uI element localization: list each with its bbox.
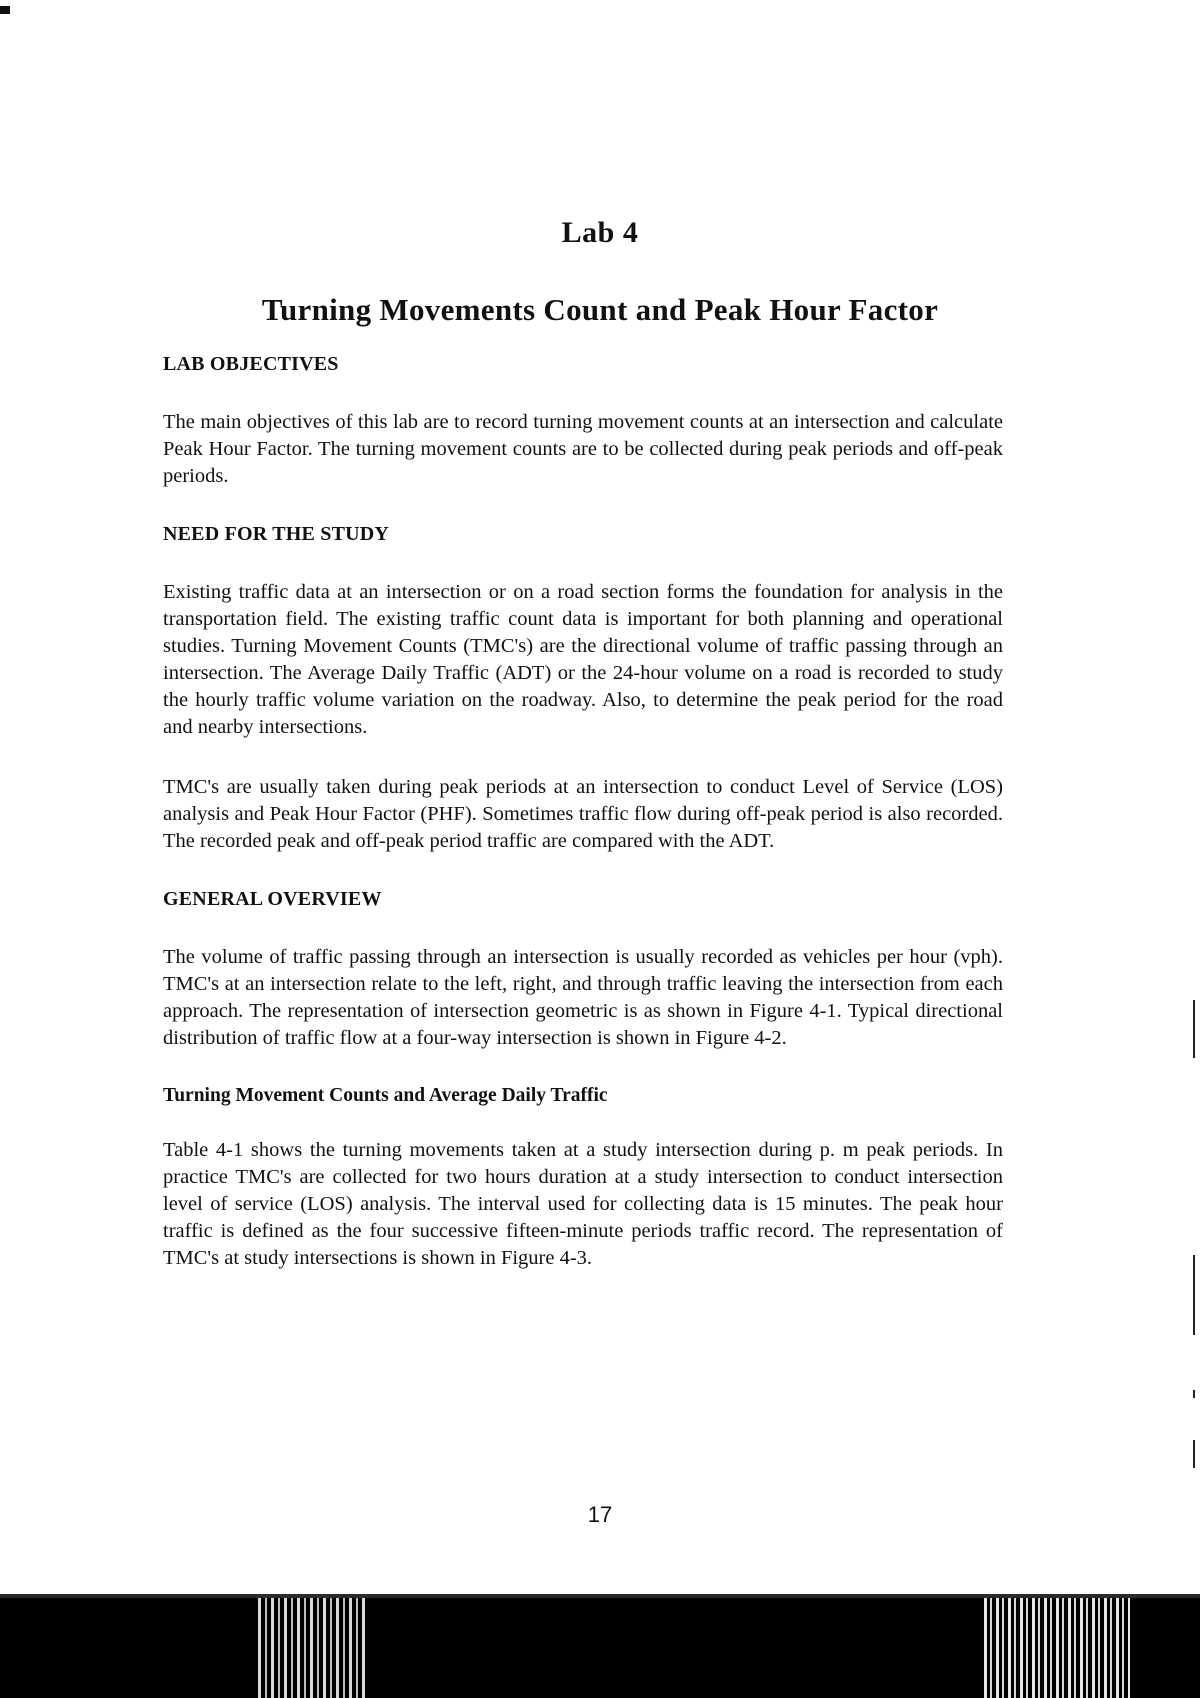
- scan-margin-mark: [1193, 1000, 1195, 1058]
- tmc-adt-heading: Turning Movement Counts and Average Daily Traffic: [163, 1085, 608, 1106]
- document-body: [163, 353, 1003, 1305]
- objectives-paragraph: The main objectives of this lab are to record turning movement counts at an intersection and calculate Peak Hour Factor. The turning movement counts are to be collected during peak periods and off-peak periods.: [163, 411, 1003, 487]
- objectives-heading: LAB OBJECTIVES: [163, 353, 339, 375]
- scan-artifact-right: [980, 1598, 1130, 1698]
- need-heading: NEED FOR THE STUDY: [163, 523, 390, 545]
- lab-title: Turning Movements Count and Peak Hour Factor: [261, 292, 939, 327]
- scan-margin-mark: [1193, 1390, 1195, 1398]
- tmc-adt-paragraph: Table 4-1 shows the turning movements taken at a study intersection during p. m peak periods. In practice TMC's are collected for two hours duration at a study intersection to conduct intersection level of service (LOS) analysis. The interval used for collecting data is 15 minutes. The peak hour traffic is defined as the four successive fifteen-minute periods traffic record. The representation of TMC's at study intersections is shown in Figure 4-3.: [163, 1139, 1003, 1269]
- scan-artifact-left: [258, 1598, 368, 1698]
- scan-margin-mark: [1193, 1440, 1195, 1468]
- need-paragraph-2: TMC's are usually taken during peak periods at an intersection to conduct Level of Service (LOS) analysis and Peak Hour Factor (PHF). Sometimes traffic flow during off-peak period is also recorded. The recorded peak and off-peak period traffic are compared with the ADT.: [163, 776, 1003, 852]
- scan-corner-mark: [0, 6, 10, 14]
- scan-margin-mark: [1193, 1255, 1195, 1335]
- overview-paragraph: The volume of traffic passing through an intersection is usually recorded as vehicles per hour (vph). TMC's at an intersection relate to the left, right, and through traffic leaving the intersection from each approach. The representation of intersection geometric is as shown in Figure 4-1. Typical directional distribution of traffic flow at a four-way intersection is shown in Figure 4-2.: [163, 946, 1003, 1049]
- overview-heading: GENERAL OVERVIEW: [163, 888, 382, 910]
- need-paragraph-1: Existing traffic data at an intersection or on a road section forms the foundation for analysis in the transportation field. The existing traffic count data is important for both planning and operational studies. Turning Movement Counts (TMC's) are the directional volume of traffic passing through an intersection. The Average Daily Traffic (ADT) or the 24-hour volume on a road is recorded to study the hourly traffic volume variation on the roadway. Also, to determine the peak period for the road and nearby intersections.: [163, 581, 1003, 738]
- page-number: 17: [587, 1502, 613, 1527]
- lab-number: Lab 4: [561, 216, 639, 249]
